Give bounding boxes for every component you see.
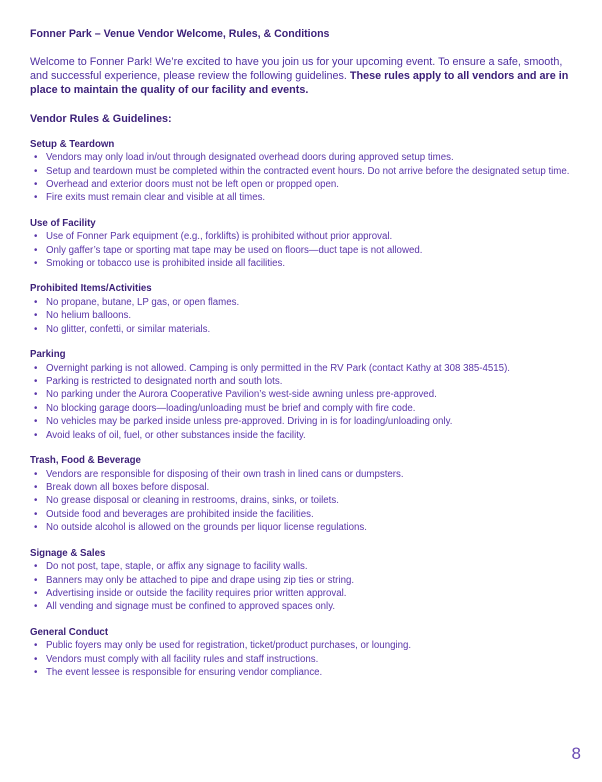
intro-paragraph bbox=[30, 55, 575, 98]
section-title: Signage & Sales bbox=[30, 547, 106, 559]
list-item: • No glitter, confetti, or similar materials. bbox=[30, 323, 575, 336]
list-item: • Break down all boxes before disposal. bbox=[30, 481, 575, 494]
page-number: 8 bbox=[571, 744, 581, 763]
list-item: • Public foyers may only be used for registration, ticket/product purchases, or lounging. bbox=[30, 639, 575, 652]
intro-bold-text: These rules apply to all vendors and are in place to maintain the quality of our facility and events. bbox=[30, 70, 569, 97]
section-title: Setup & Teardown bbox=[30, 138, 115, 150]
rules-list bbox=[30, 230, 575, 270]
list-item: • No vehicles may be parked inside unless pre-approved. Driving in is for loading/unloading only. bbox=[30, 415, 575, 428]
list-item: • Banners may only be attached to pipe and drape using zip ties or string. bbox=[30, 574, 575, 587]
intro-text: Welcome to Fonner Park! We’re excited to have you join us for your upcoming event. To ensure a safe, smooth, and successful experience, please review the following guidelines. bbox=[30, 56, 563, 83]
list-item: • Vendors are responsible for disposing of their own trash in lined cans or dumpsters. bbox=[30, 468, 575, 481]
document-title: Fonner Park – Venue Vendor Welcome, Rules, & Conditions bbox=[30, 28, 330, 40]
rules-list bbox=[30, 560, 575, 614]
list-item: • No blocking garage doors—loading/unloading must be brief and comply with fire code. bbox=[30, 402, 575, 415]
list-item: • Overnight parking is not allowed. Camping is only permitted in the RV Park (contact Kathy at 308 385-4515). bbox=[30, 362, 575, 375]
list-item: • All vending and signage must be confined to approved spaces only. bbox=[30, 600, 575, 613]
list-item: • Use of Fonner Park equipment (e.g., forklifts) is prohibited without prior approval. bbox=[30, 230, 575, 243]
document-page bbox=[30, 27, 575, 692]
list-item: • No outside alcohol is allowed on the grounds per liquor license regulations. bbox=[30, 521, 575, 534]
list-item: • No helium balloons. bbox=[30, 309, 575, 322]
rules-list bbox=[30, 468, 575, 535]
list-item: • Fire exits must remain clear and visible at all times. bbox=[30, 191, 575, 204]
list-item: • Only gaffer’s tape or sporting mat tape may be used on floors—duct tape is not allowed. bbox=[30, 244, 575, 257]
list-item: • The event lessee is responsible for ensuring vendor compliance. bbox=[30, 666, 575, 679]
section-signage-sales bbox=[30, 548, 575, 614]
rules-list bbox=[30, 362, 575, 442]
section-title: Use of Facility bbox=[30, 217, 96, 229]
section-use-of-facility bbox=[30, 218, 575, 271]
section-trash-food-beverage bbox=[30, 455, 575, 535]
section-title: General Conduct bbox=[30, 626, 109, 638]
list-item: • Vendors must comply with all facility rules and staff instructions. bbox=[30, 653, 575, 666]
rules-list bbox=[30, 151, 575, 205]
rules-heading: Vendor Rules & Guidelines: bbox=[30, 112, 172, 125]
section-setup-teardown bbox=[30, 139, 575, 205]
list-item: • Overhead and exterior doors must not be left open or propped open. bbox=[30, 178, 575, 191]
section-prohibited-items bbox=[30, 283, 575, 336]
section-parking bbox=[30, 349, 575, 442]
list-item: • Smoking or tobacco use is prohibited inside all facilities. bbox=[30, 257, 575, 270]
list-item: • Outside food and beverages are prohibited inside the facilities. bbox=[30, 508, 575, 521]
list-item: • No propane, butane, LP gas, or open flames. bbox=[30, 296, 575, 309]
section-title: Parking bbox=[30, 349, 66, 361]
list-item: • No grease disposal or cleaning in restrooms, drains, sinks, or toilets. bbox=[30, 494, 575, 507]
list-item: • Vendors may only load in/out through designated overhead doors during approved setup times. bbox=[30, 151, 575, 164]
section-title: Prohibited Items/Activities bbox=[30, 283, 152, 295]
section-general-conduct bbox=[30, 627, 575, 680]
list-item: • Do not post, tape, staple, or affix any signage to facility walls. bbox=[30, 560, 575, 573]
list-item: • Setup and teardown must be completed within the contracted event hours. Do not arrive before the designated setup time. bbox=[30, 165, 575, 178]
rules-list bbox=[30, 639, 575, 679]
list-item: • Parking is restricted to designated north and south lots. bbox=[30, 375, 575, 388]
list-item: • Avoid leaks of oil, fuel, or other substances inside the facility. bbox=[30, 429, 575, 442]
list-item: • Advertising inside or outside the facility requires prior written approval. bbox=[30, 587, 575, 600]
rules-list bbox=[30, 296, 575, 336]
list-item: • No parking under the Aurora Cooperative Pavilion’s west-side awning unless pre-approved. bbox=[30, 388, 575, 401]
section-title: Trash, Food & Beverage bbox=[30, 455, 141, 467]
